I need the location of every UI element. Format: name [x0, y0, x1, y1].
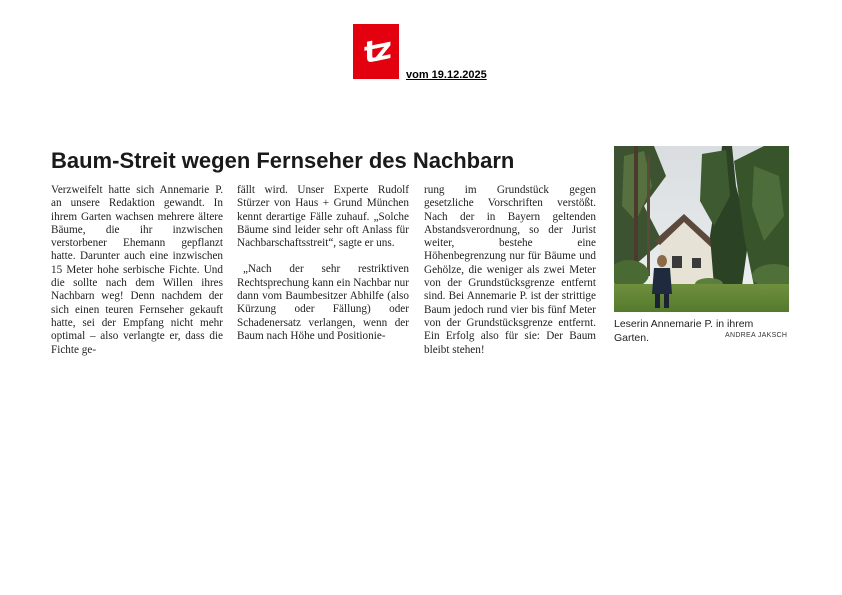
column-2-paragraph-2: „Nach der sehr restriktiven Rechtsprechung kann ein Nachbar nur dann vom Baumbesitzer Abhilfe (also Kürzung oder Fällung) oder Schadenersatz verlangen, wenn der Baum nach Höhe und Positionie- — [237, 263, 409, 342]
photo-credit: ANDREA JAKSCH — [725, 332, 788, 339]
article-headline: Baum-Streit wegen Fernseher des Nachbarn — [51, 148, 515, 173]
issue-date: vom 19.12.2025 — [406, 69, 487, 81]
article-column-1 — [51, 184, 223, 357]
column-3-paragraph-1: rung im Grundstück gegen gesetzliche Vorschriften verstößt. Nach der in Bayern geltenden Abstandsverordnung, so der Jurist weiter, bestehe eine Höhenbegrenzung nur für Bäume und Gehölze, die weniger als zwei Meter von der Grundstücksgrenze entfernt sind. Bei Annemarie P. ist der strittige Baum jedoch rund vier bis fünf Meter von der Grundstücksgrenze entfernt. Ein Erfolg also für sie: Der Baum bleibt stehen! — [424, 184, 596, 356]
photo-caption: Leserin Annemarie P. in ihrem Garten. — [614, 318, 754, 344]
column-1-paragraph-1: Verzweifelt hatte sich Annemarie P. an unsere Redaktion gewandt. In ihrem Garten wachsen mehrere ältere Bäume, die ihr inzwischen verstorbener Ehemann gepflanzt hatte. Darunter auch eine inzwischen 15 Meter hohe serbische Fichte. Und die sollte nach dem Willen ihres Nachbarn weg! Denn nachdem der sich einen teuren Fernseher gekauft hatte, sei der Empfang nicht mehr optimal – also verlangte er, dass die Fichte ge- — [51, 184, 223, 356]
column-2-paragraph-1: fällt wird. Unser Experte Rudolf Stürzer von Haus + Grund München kennt derartige Fälle zuhauf. „Solche Bäume sind leider sehr oft Anlass für Nachbarschaftsstreit“, sagte er uns. — [237, 184, 409, 250]
garden-photo — [614, 146, 789, 312]
article-column-2 — [237, 184, 409, 343]
tz-logo: tz — [353, 24, 399, 79]
article-column-3 — [424, 184, 596, 357]
